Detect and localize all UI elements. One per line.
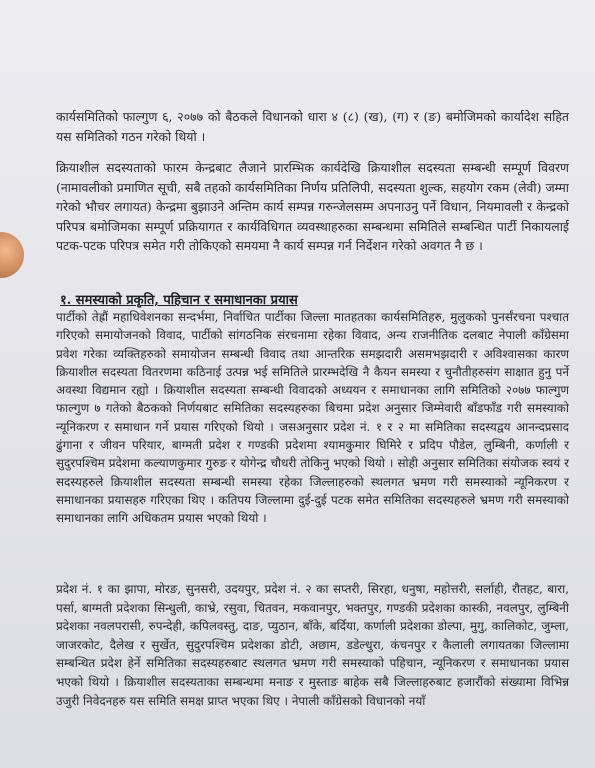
finger-edge bbox=[0, 232, 24, 278]
province-paragraph bbox=[56, 580, 569, 717]
membership-paragraph bbox=[56, 158, 569, 263]
paragraph-membership-process: क्रियाशील सदस्यताको फारम केन्द्रबाट लैजाने प्रारम्भिक कार्यदेखि क्रियाशील सदस्यता सम्बन्धी सम्पूर्ण विवरण (नामावलीको प्रमाणित सूची, सबै तहको कार्यसमितिका निर्णय प्रतिलिपी, सदस्यता शुल्क, सहयोग रकम (लेवी) जम्मा गरेको भौचर लगायत) केन्द्रमा बुझाउने अन्तिम कार्य सम्पन्न गरुन्जेलसम्म अपनाउनु पर्ने विधान, नियमावली र केन्द्रको परिपत्र बमोजिमका सम्पूर्ण प्रक्रियागत र कार्यविधिगत व्यवस्थाहरुका सम्बन्धमा समितिले सम्बन्धित पार्टी निकायलाई पटक-पटक परिपत्र समेत गरी तोकिएको समयमा नै कार्य सम्पन्न गर्न निर्देशन गरेको अवगत नै छ । bbox=[56, 160, 569, 253]
paragraph-committee-formation: कार्यसमितिको फाल्गुण ६, २०७७ को बैठकले विधानको धारा ४ (८) (ख), (ग) र (ङ) बमोजिमको कार्यादेश सहित यस समितिको गठन गरेको थियो । bbox=[56, 109, 569, 144]
intro-paragraph bbox=[56, 107, 569, 153]
paragraph-provinces: प्रदेश नं. १ का झापा, मोरङ, सुनसरी, उदयपुर, प्रदेश नं. २ का सप्तरी, सिरहा, धनुषा, महोत्तरी, सर्लाही, रौतहट, बारा, पर्सा, बाग्मती प्रदेशका सिन्धुली, काभ्रे, रसुवा, चितवन, मकवानपुर, भक्तपुर, गण्डकी प्रदेशका कास्की, नवलपुर, लुम्बिनी प्रदेशका नवलपरासी, रुपन्देही, कपिलवस्तु, दाङ, प्युठान, बाँके, बर्दिया, कर्णाली प्रदेशका डोल्पा, मुगु, कालिकोट, जुम्ला, जाजरकोट, दैलेख र सुर्खेत, सुदुरपश्चिम प्रदेशका डोटी, अछाम, डडेल्धुरा, कंचनपुर र कैलाली लगायतका जिल्लामा सम्बन्धित प्रदेश हेर्ने समितिका सदस्यहरुबाट स्थलगत भ्रमण गरी समस्याको पहिचान, न्यूनिकरण र समाधानका प्रयास भएको थियो । क्रियाशील सदस्यताका सम्बन्धमा मनाङ र मुस्ताङ बाहेक सबै जिल्लाहरुबाट हजारौंको संख्यामा विभिन्न उजुरी निवेदनहरु यस समिति समक्ष प्राप्त भएका थिए । नेपाली काँग्रेसको विधानको नयाँ bbox=[56, 582, 569, 708]
problem-paragraph bbox=[56, 308, 569, 535]
section-heading: १. समस्याको प्रकृति, पहिचान र समाधानका प्रयास bbox=[60, 293, 298, 308]
paragraph-problems: पार्टीको तेह्रौं महाधिवेशनका सन्दर्भमा, निर्वाचित पार्टीका जिल्ला मातहतका कार्यसमितिहरु, मुलुकको पुनर्संरचना पश्चात गरिएको समायोजनको विवाद, पार्टीको सांगठनिक संरचनामा रहेका विवाद, अन्य राजनीतिक दलबाट नेपाली काँग्रेसमा प्रवेश गरेका व्यक्तिहरुको समायोजन सम्बन्धी विवाद तथा आन्तरिक समझदारी असमभझदारी र अविश्वासका कारण क्रियाशील सदस्यता वितरणमा कठिनाई उत्पन्न भई समितिले प्रारम्भदेखि नै कैयन समस्या र चुनौतीहरुसंग साक्षात हुनु पर्ने अवस्था विद्यमान रह्यो । क्रियाशील सदस्यता सम्बन्धी विवादको अध्ययन र समाधानका लागि समितिको २०७७ फाल्गुण फाल्गुण ७ गतेको बैठकको निर्णयबाट समितिका सदस्यहरुका बिचमा प्रदेश अनुसार जिम्मेवारी बाँडफाँड गरी समस्याको न्यूनिकरण र समाधान गर्ने प्रयास गरिएको थियो । जसअनुसार प्रदेश नं. १ र २ मा समितिका सदस्यद्वय आनन्दप्रसाद ढुंगाना र जीवन परियार, बाग्मती प्रदेश र गण्डकी प्रदेशमा श्यामकुमार घिमिरे र प्रदिप पौडेल, लुम्बिनी, कर्णाली र सुदुरपश्चिम प्रदेशमा कल्याणकुमार गुरुङ र योगेन्द्र चौधरी तोकिनु भएको थियो । सोही अनुसार समितिका संयोजक स्वयं र सदस्यहरुले क्रियाशील सदस्यता सम्बन्धी समस्या रहेका जिल्लाहरुको स्थलगत भ्रमण गरी समस्याको न्यूनिकरण र समाधानका प्रयासहरु गरिएका थिए । कतिपय जिल्लामा दुई-दुई पटक समेत समितिका सदस्यहरुले भ्रमण गरी समस्याको समाधानका लागि अधिकतम प्रयास भएको थियो । bbox=[56, 310, 569, 526]
